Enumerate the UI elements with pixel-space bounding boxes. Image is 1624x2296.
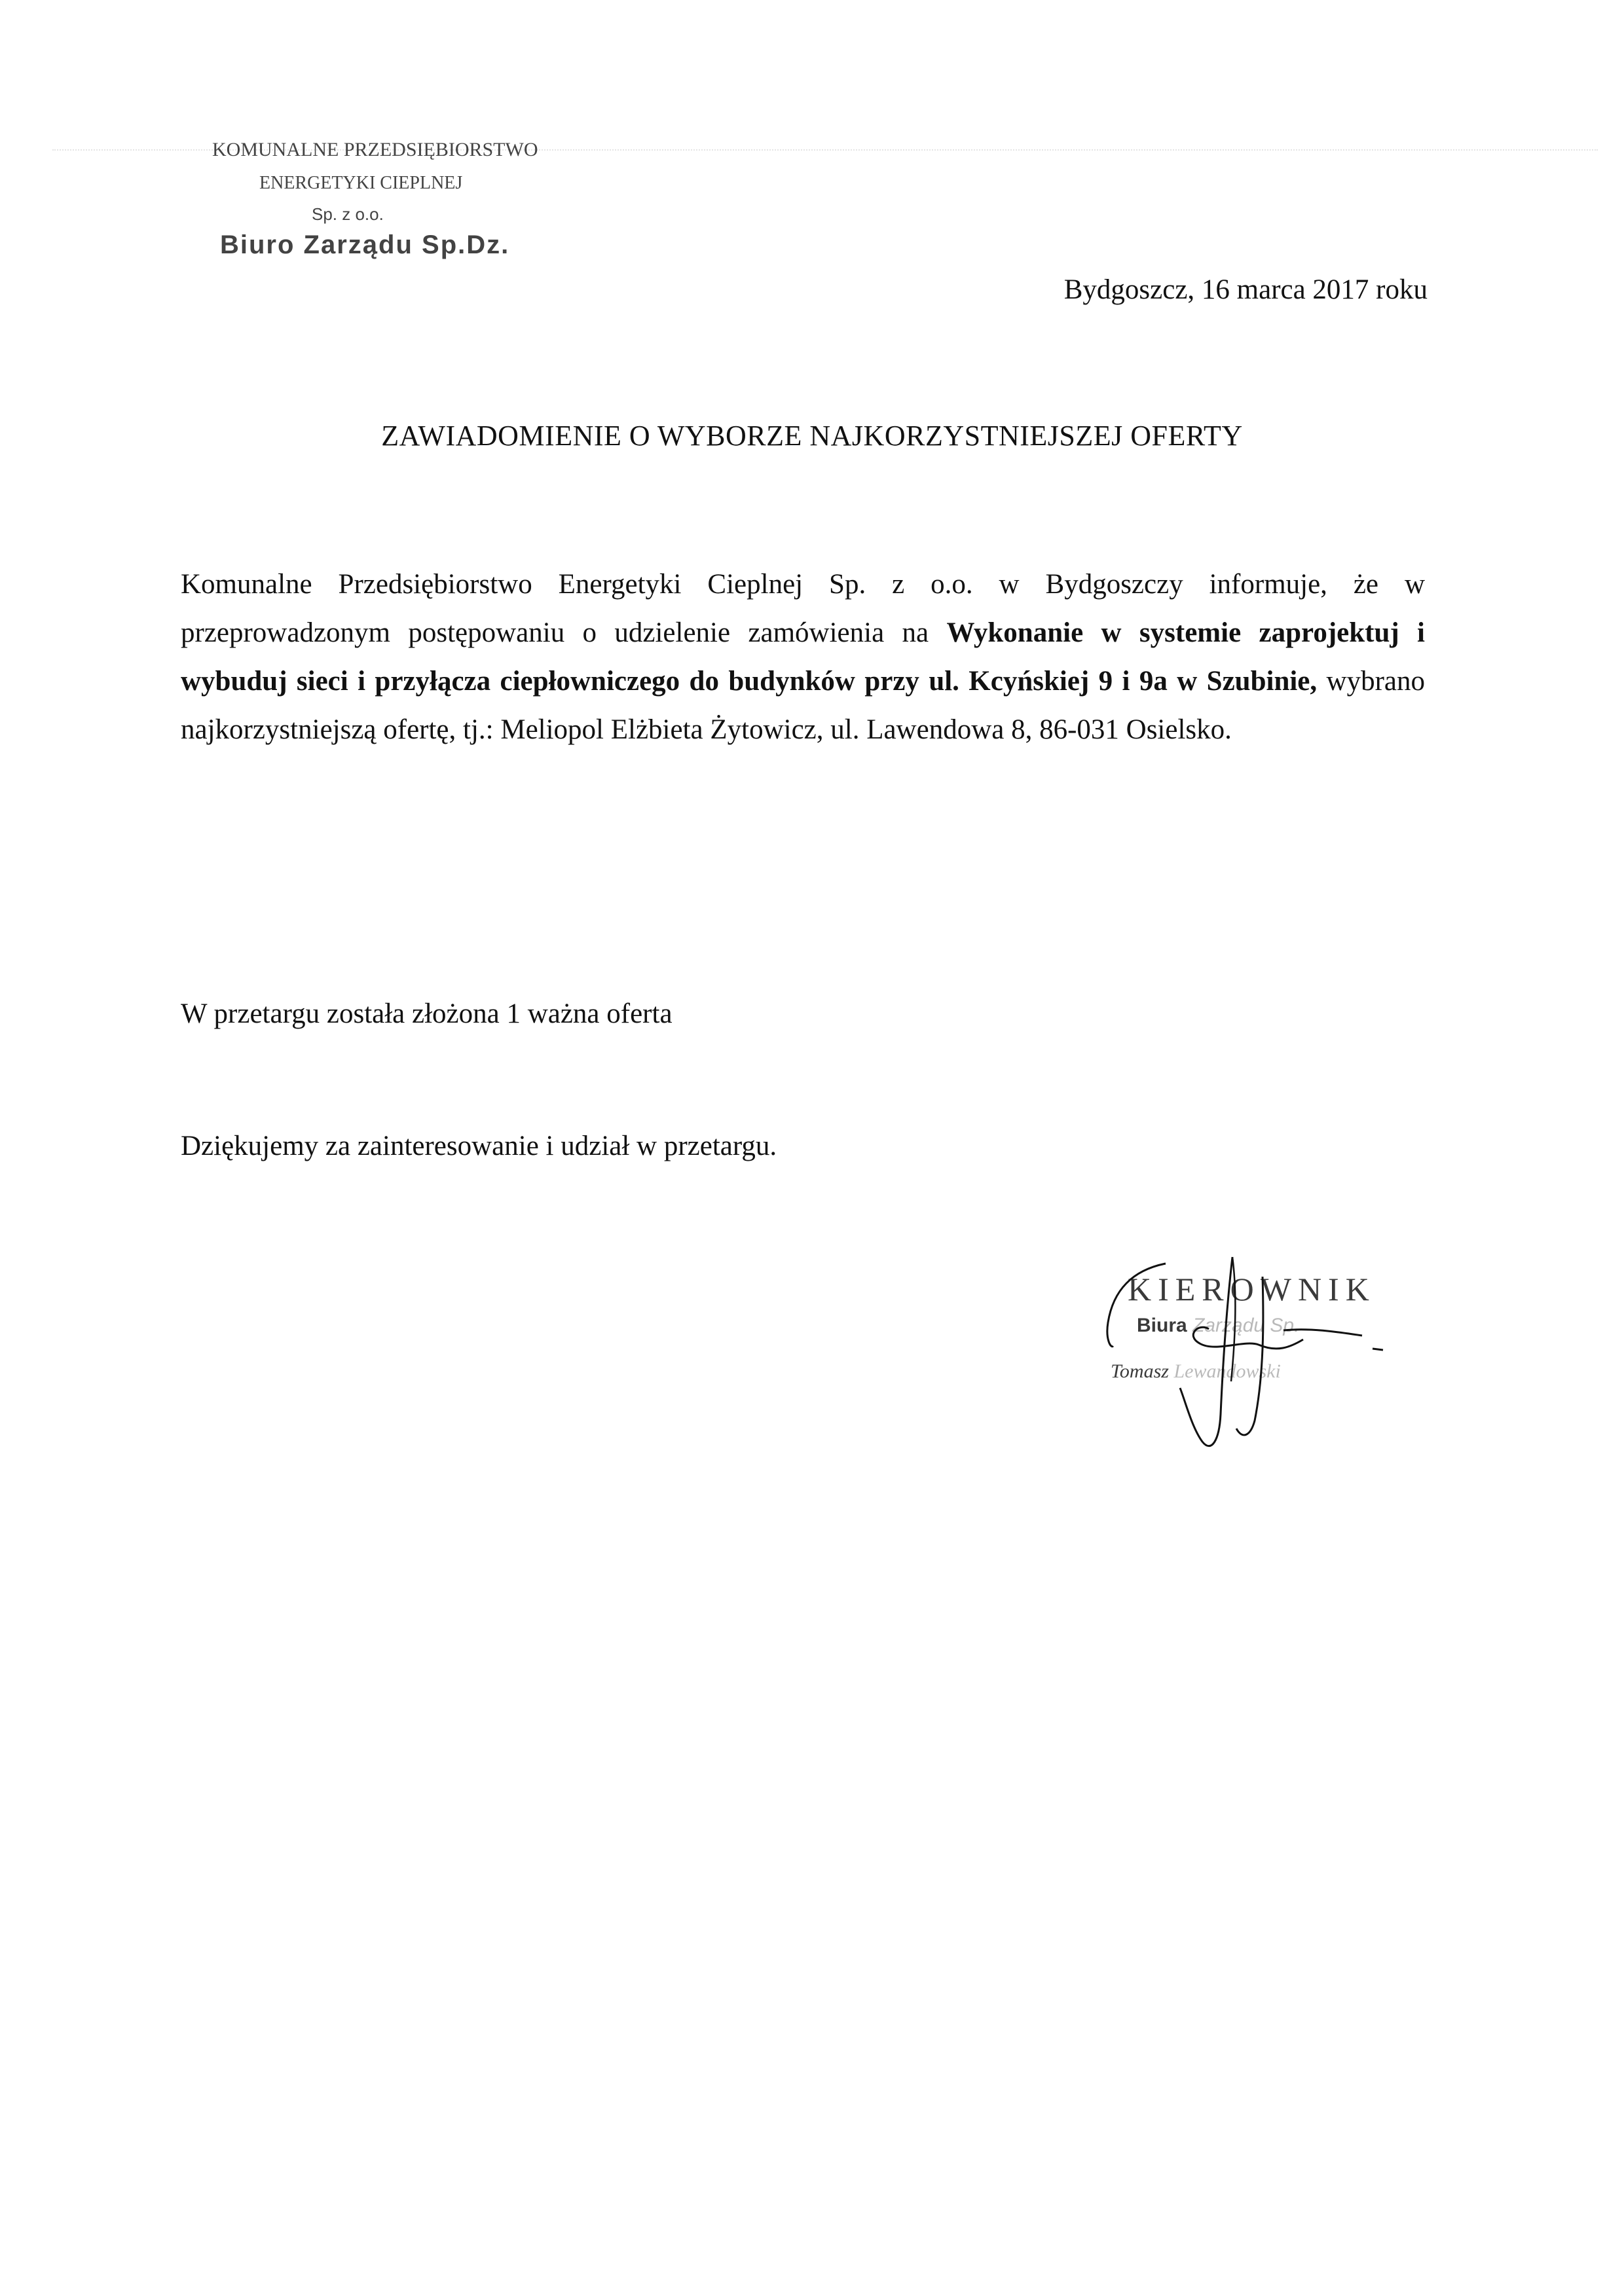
signature-unit-clear: Biura: [1137, 1315, 1187, 1336]
stamp-line-1: KOMUNALNE PRZEDSIĘBIORSTWO: [212, 139, 538, 160]
stamp-line-4: Biuro Zarządu Sp.Dz.: [220, 230, 510, 259]
stamp-line-3: Sp. z o.o.: [312, 204, 384, 224]
handwritten-signature: [1087, 1224, 1395, 1486]
stamp-line-2: ENERGETYKI CIEPLNEJ: [259, 173, 463, 193]
offers-count-line: W przetargu została złożona 1 ważna oferta: [181, 998, 673, 1029]
signature-stamp-title: KIEROWNIK: [1128, 1271, 1376, 1307]
paragraph-intro: Komunalne Przedsiębiorstwo Energetyki Cieplnej Sp. z o.o. w Bydgoszczy informuje, że w przeprowadzonym postępowaniu o udzielenie zamówienia na: [181, 569, 1425, 648]
company-stamp: [210, 139, 563, 270]
contract-subject: Wykonanie w systemie zaprojektuj i wybuduj sieci i przyłącza ciepłowniczego do budynków przy ul. Kcyńskiej 9 i 9a w Szubinie,: [181, 617, 1425, 697]
document-date: Bydgoszcz, 16 marca 2017 roku: [1063, 274, 1428, 305]
signature-block: [1087, 1224, 1395, 1486]
signature-unit-faded: Zarządu Sp.: [1187, 1315, 1300, 1336]
paragraph-outcome: wybrano najkorzystniejszą ofertę, tj.: Meliopol Elżbieta Żytowicz, ul. Lawendowa 8, 86-031 Osielsko.: [181, 666, 1425, 745]
signature-name-faded: Lewandowski: [1168, 1360, 1281, 1382]
main-paragraph: [181, 560, 1425, 754]
document-title: ZAWIADOMIENIE O WYBORZE NAJKORZYSTNIEJSZEJ OFERTY: [381, 420, 1243, 452]
signature-name-clear: Tomasz: [1111, 1360, 1169, 1382]
thanks-line: Dziękujemy za zainteresowanie i udział w przetargu.: [181, 1131, 777, 1161]
